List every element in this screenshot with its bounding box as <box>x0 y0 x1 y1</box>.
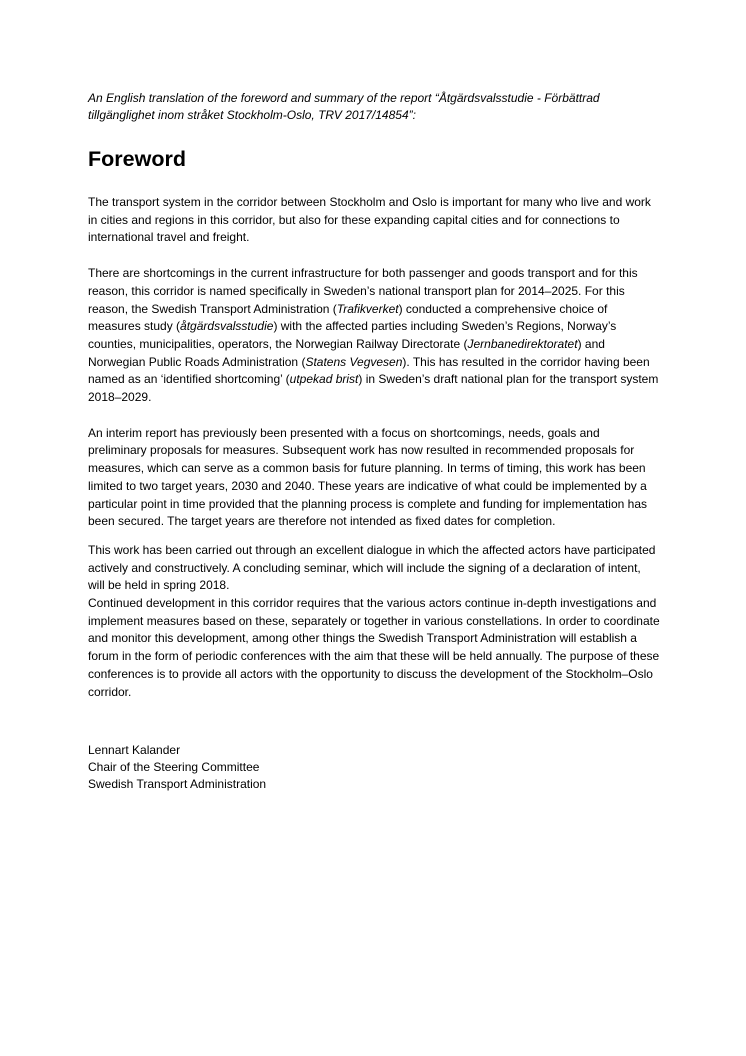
paragraph-2-text-i: ). This has resulted in the corridor having been named as an ‘identified shortcoming’ ( <box>88 354 650 387</box>
page-title: Foreword <box>88 147 186 171</box>
paragraph-3: An interim report has previously been presented with a focus on shortcomings, needs, goals and preliminary proposals for measures. Subsequent work has now resulted in recommended proposals for measures, which can serve as a common basis for future planning. In terms of timing, this work has been limited to two target years, 2030 and 2040. These years are indicative of what could be implemented by a particular point in time provided that the planning process is complete and funding for implementation has been secured. The target years are therefore not intended as fixed dates for completion. <box>88 425 647 529</box>
translation-note-line-2: tillgänglighet inom stråket Stockholm-Oslo, TRV 2017/14854”: <box>88 108 416 122</box>
paragraph-2-text-a: There are shortcomings in the current infrastructure for both passenger and goods transport and for this reason, this corridor is named specifically in Sweden’s national transport plan for 2014–2025. For this reason, the Swedish Transport Administration ( <box>88 266 638 316</box>
paragraph-5: Continued development in this corridor requires that the various actors continue in-depth investigations and implement measures based on these, separately or together in various constellations. In order to coordinate and monitor this development, among other things the Swedish Transport Administration will establish a forum in the form of periodic conferences with the aim that these will be held annually. The purpose of these conferences is to provide all actors with the opportunity to discuss the development of the Stockholm–Oslo corridor. <box>88 596 660 699</box>
foreword-body <box>88 194 660 701</box>
paragraph-2-text-k: ) in Sweden’s draft national plan for the transport system 2018–2029. <box>88 372 659 405</box>
signatory-title: Chair of the Steering Committee <box>88 760 260 774</box>
page-content <box>88 90 660 791</box>
signature-block <box>88 742 266 793</box>
paragraph-2-text-e: ) with the affected parties including Sweden’s Regions, Norway’s counties, municipalities, operators, the Norwegian Railway Directorate ( <box>88 319 617 351</box>
translation-note <box>88 90 660 124</box>
term-atgardsvalsstudie: åtgärdsvalsstudie <box>180 319 274 334</box>
signatory-organization: Swedish Transport Administration <box>88 777 267 791</box>
paragraph-4: This work has been carried out through an excellent dialogue in which the affected actors have participated actively and constructively. A concluding seminar, which will include the signing of a declaration of intent, will be held in spring 2018. <box>88 542 656 593</box>
term-jernbanedirektoratet: Jernbanedirektoratet <box>467 336 578 351</box>
paragraph-1: The transport system in the corridor between Stockholm and Oslo is important for many who live and work in cities and regions in this corridor, but also for these expanding capital cities and for connections to international travel and freight. <box>88 195 651 245</box>
translation-note-line-1: An English translation of the foreword and summary of the report “Åtgärdsvalsstudie - Förbättrad <box>88 91 600 105</box>
paragraph-2-text-c: ) conducted a comprehensive choice of measures study ( <box>88 301 608 334</box>
signatory-name: Lennart Kalander <box>88 743 181 757</box>
paragraph-2-text-g: ) and Norwegian Public Roads Administration ( <box>88 336 605 369</box>
term-trafikverket: Trafikverket <box>336 301 399 316</box>
term-utpekad-brist: utpekad brist <box>289 372 359 387</box>
paragraph-2 <box>88 265 660 407</box>
term-statens-vegvesen: Statens Vegvesen <box>305 354 403 369</box>
